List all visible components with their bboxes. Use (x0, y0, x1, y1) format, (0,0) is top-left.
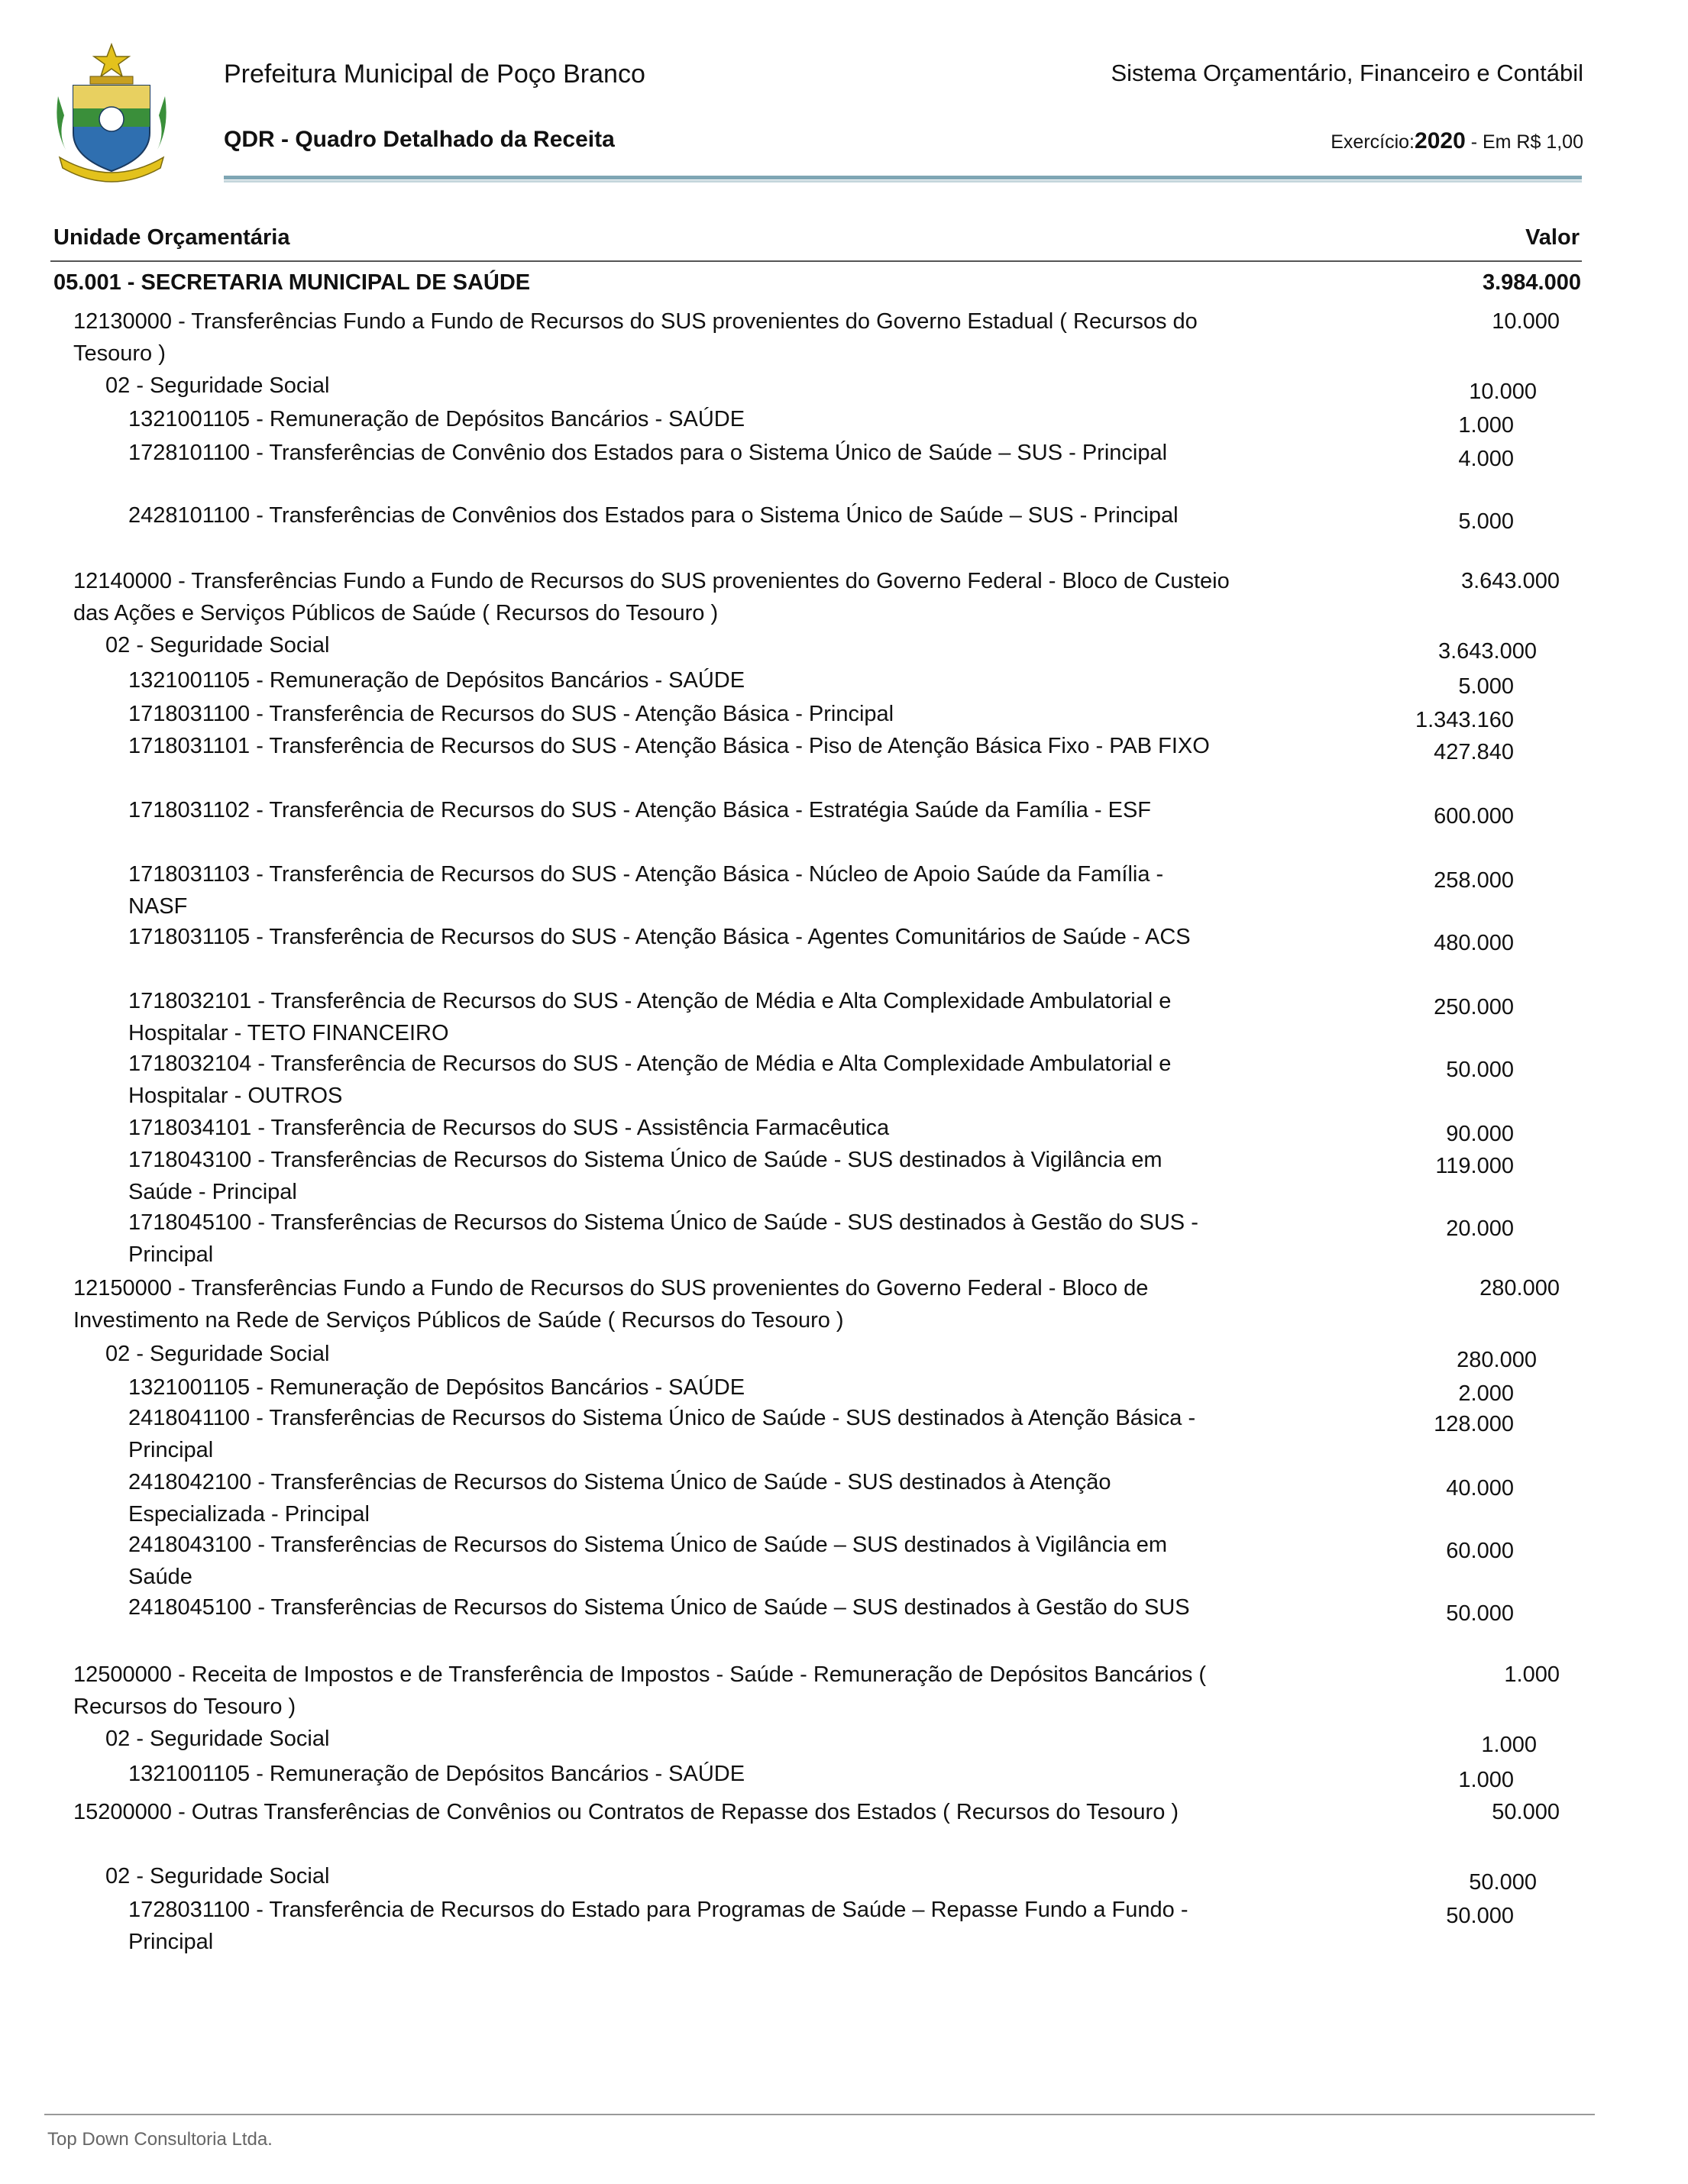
row-value: 280.000 (1457, 1348, 1537, 1372)
column-header-rule (50, 260, 1582, 262)
row-value: 250.000 (1434, 995, 1514, 1019)
row-value: 4.000 (1458, 447, 1514, 471)
header-divider-light (224, 180, 1582, 183)
row-value: 119.000 (1435, 1154, 1514, 1178)
row-value: 600.000 (1434, 804, 1514, 829)
row-label: 02 - Seguridade Social (105, 1342, 330, 1366)
row-value: 50.000 (1469, 1870, 1537, 1895)
row-value: 50.000 (1446, 1904, 1514, 1928)
row-value: 50.000 (1446, 1601, 1514, 1626)
system-name: Sistema Orçamentário, Financeiro e Contábil (1111, 60, 1583, 86)
row-label: 1718031101 - Transferência de Recursos do SUS - Atenção Básica - Piso de Atenção Básica Fixo - PAB FIXO (128, 734, 1210, 758)
row-value: 90.000 (1446, 1122, 1514, 1146)
row-value: 1.000 (1458, 413, 1514, 438)
unit-row-label: 05.001 - SECRETARIA MUNICIPAL DE SAÚDE (53, 270, 531, 295)
row-label: 1718032101 - Transferência de Recursos do SUS - Atenção de Média e Alta Complexidade Ambulatorial e Hospitalar - TETO FINANCEIRO (128, 989, 1172, 1045)
footer-company: Top Down Consultoria Ltda. (47, 2129, 273, 2150)
row-label: 1718031105 - Transferência de Recursos do SUS - Atenção Básica - Agentes Comunitários de Saúde - ACS (128, 925, 1191, 949)
row-value: 258.000 (1434, 868, 1514, 893)
footer-rule (44, 2114, 1595, 2115)
row-value: 5.000 (1458, 674, 1514, 699)
row-label: 12500000 - Receita de Impostos e de Transferência de Impostos - Saúde - Remuneração de Depósitos Bancários ( Recursos do Tesouro ) (73, 1662, 1207, 1719)
row-label: 1718031103 - Transferência de Recursos do SUS - Atenção Básica - Núcleo de Apoio Saúde da Família - NASF (128, 862, 1164, 919)
row-label: 1728031100 - Transferência de Recursos do Estado para Programas de Saúde – Repasse Fundo a Fundo - Principal (128, 1898, 1188, 1954)
row-label: 1718031102 - Transferência de Recursos do SUS - Atenção Básica - Estratégia Saúde da Família - ESF (128, 798, 1152, 822)
row-value: 1.000 (1458, 1768, 1514, 1792)
row-label: 15200000 - Outras Transferências de Convênios ou Contratos de Repasse dos Estados ( Recursos do Tesouro ) (73, 1800, 1179, 1824)
row-label: 02 - Seguridade Social (105, 1727, 330, 1751)
row-label: 12130000 - Transferências Fundo a Fundo de Recursos do SUS provenientes do Governo Estadual ( Recursos do Tesouro ) (73, 309, 1198, 366)
row-label: 12140000 - Transferências Fundo a Fundo de Recursos do SUS provenientes do Governo Federal - Bloco de Custeio das Ações e Serviços Públicos de Saúde ( Recursos do Tesouro ) (73, 569, 1230, 625)
row-value: 1.000 (1481, 1733, 1537, 1757)
row-value: 1.343.160 (1415, 708, 1514, 732)
row-label: 02 - Seguridade Social (105, 1864, 330, 1888)
row-label: 1718034101 - Transferência de Recursos do SUS - Assistência Farmacêutica (128, 1116, 890, 1140)
report-title: QDR - Quadro Detalhado da Receita (224, 127, 615, 152)
municipality-name: Prefeitura Municipal de Poço Branco (224, 60, 645, 89)
row-label: 1321001105 - Remuneração de Depósitos Bancários - SAÚDE (128, 1762, 745, 1786)
row-value: 40.000 (1446, 1476, 1514, 1501)
row-label: 1718032104 - Transferência de Recursos do SUS - Atenção de Média e Alta Complexidade Ambulatorial e Hospitalar - OUTROS (128, 1052, 1172, 1108)
exercise-year: 2020 (1415, 128, 1466, 153)
row-value: 20.000 (1446, 1216, 1514, 1241)
row-label: 1728101100 - Transferências de Convênio dos Estados para o Sistema Único de Saúde – SUS - Principal (128, 441, 1168, 465)
column-header-value: Valor (1525, 225, 1580, 250)
column-header-unit: Unidade Orçamentária (53, 225, 290, 250)
row-label: 1321001105 - Remuneração de Depósitos Bancários - SAÚDE (128, 668, 745, 693)
row-label: 1718043100 - Transferências de Recursos do Sistema Único de Saúde - SUS destinados à Vigilância em Saúde - Principal (128, 1148, 1163, 1204)
row-label: 12150000 - Transferências Fundo a Fundo de Recursos do SUS provenientes do Governo Federal - Bloco de Investimento na Rede de Serviços Públicos de Saúde ( Recursos do Tesouro ) (73, 1276, 1149, 1333)
exercise-suffix: - Em R$ 1,00 (1465, 131, 1583, 153)
row-label: 2418045100 - Transferências de Recursos do Sistema Único de Saúde – SUS destinados à Gestão do SUS (128, 1595, 1190, 1620)
row-value: 480.000 (1434, 931, 1514, 955)
row-value: 5.000 (1458, 509, 1514, 534)
row-label: 2418041100 - Transferências de Recursos do Sistema Único de Saúde - SUS destinados à Atenção Básica - Principal (128, 1406, 1196, 1462)
exercise-label: Exercício: (1331, 131, 1415, 153)
header-divider (224, 176, 1582, 179)
row-label: 2418042100 - Transferências de Recursos do Sistema Único de Saúde - SUS destinados à Atenção Especializada - Principal (128, 1470, 1111, 1527)
row-value: 1.000 (1504, 1662, 1560, 1687)
row-label: 02 - Seguridade Social (105, 373, 330, 398)
row-value: 50.000 (1446, 1058, 1514, 1082)
row-value: 3.643.000 (1437, 639, 1537, 664)
row-label: 1321001105 - Remuneração de Depósitos Bancários - SAÚDE (128, 1375, 745, 1400)
row-label: 1718045100 - Transferências de Recursos do Sistema Único de Saúde - SUS destinados à Gestão do SUS - Principal (128, 1210, 1198, 1267)
row-value: 427.840 (1434, 740, 1514, 764)
row-value: 128.000 (1434, 1412, 1514, 1436)
unit-row-value: 3.984.000 (1482, 270, 1581, 295)
row-label: 02 - Seguridade Social (105, 633, 330, 657)
row-value: 60.000 (1446, 1539, 1514, 1563)
row-value: 2.000 (1458, 1381, 1514, 1406)
row-label: 1718031100 - Transferência de Recursos do SUS - Atenção Básica - Principal (128, 702, 894, 726)
row-label: 2418043100 - Transferências de Recursos do Sistema Único de Saúde – SUS destinados à Vigilância em Saúde (128, 1533, 1168, 1589)
row-value: 10.000 (1492, 309, 1560, 334)
row-value: 3.643.000 (1460, 569, 1560, 593)
municipal-coat-of-arms-icon (50, 43, 173, 188)
row-value: 50.000 (1492, 1800, 1560, 1824)
row-value: 10.000 (1469, 380, 1537, 404)
row-value: 280.000 (1479, 1276, 1560, 1300)
row-label: 1321001105 - Remuneração de Depósitos Bancários - SAÚDE (128, 407, 745, 431)
row-label: 2428101100 - Transferências de Convênios dos Estados para o Sistema Único de Saúde – SUS - Principal (128, 503, 1179, 528)
exercise-info (1331, 128, 1583, 154)
